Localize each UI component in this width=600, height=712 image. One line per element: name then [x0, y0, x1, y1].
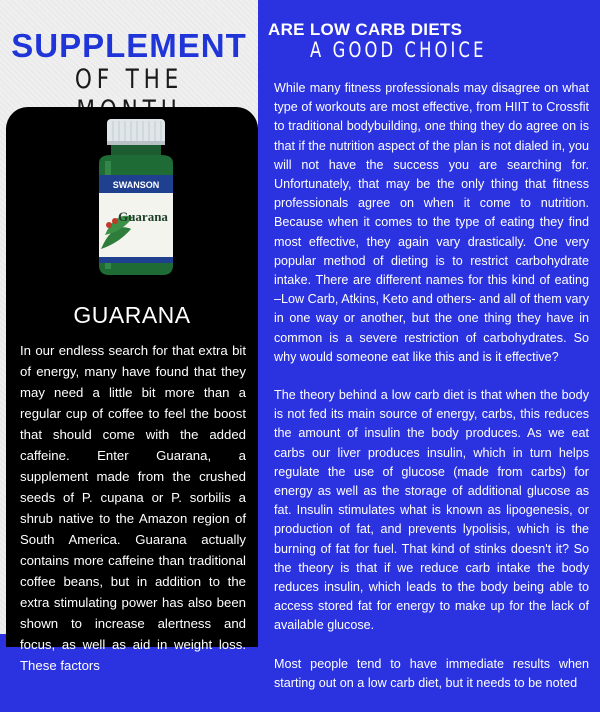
article-paragraph: Most people tend to have immediate results when starting out on a low carb diet, but it needs to be noted — [274, 656, 589, 690]
supplement-subtitle: OF THE — [74, 64, 184, 95]
article-title: ARE LOW CARB DIETS — [268, 20, 463, 39]
supplement-card — [6, 107, 258, 673]
product-description: In our endless search for that extra bit of energy, many have found that they may need a little bit more than a regular cup of coffee to feel the boost that should come with the added caffeine. Enter Guarana, a supplement made from the crushed seeds of P. cupana or P. sorbilis a shrub native to the Amazon region of South America. Guarana actually contains more caffeine than traditional coffee beans, but in addition to the extra stimulating power has also been shown to increase alertness and focus, as well as aid in weight loss. These factors — [20, 343, 246, 673]
article-paragraph: The theory behind a low carb diet is that when the body is not fed its main source of energy, carbs, this reduces the amount of insulin the body produces. As we eat carbs our liver produces insulin, which in turn helps regulate the use of glucose (made from carbs) for energy as well as the storage of additional glucose as fat. Insulin stimulates what is known as lipogenesis, or production of fat, and prevents lypolisis, which is the burning of fat for fuel. That kind of stinks doesn't it? So the theory is that if we reduce carb intake the body reduces insulin, which leads to the body being able to access stored fat for energy to make up for the lack of available glucose. — [274, 388, 589, 633]
article-body — [274, 79, 589, 712]
supplement-bottle-image — [93, 117, 179, 277]
bottle-label-text: Guarana — [118, 209, 168, 224]
supplement-title: SUPPLEMENT — [11, 27, 247, 64]
bottle-brand-text: SWANSON — [112, 180, 160, 190]
article-paragraph: While many fitness professionals may disagree on what type of workouts are most effective, from HIIT to Crossfit to traditional bodybuilding, one thing they do agree on is that if the nutrition aspect of the plan is not dialed in, you will not have the success you are searching for. Unfortunately, that may be the only thing that fitness professionals agree on when it come to nutrition. Because when it comes to the type of eating they find most effective, they again vary drastically. One very popular method of dieting is to restrict carbohydrate intake. There are different names for this kind of eating –Low Carb, Atkins, Keto and others- and all of them vary in one way or another, but the one thing they have in common is a severe restriction of carbohydrates. So why would someone eat like this and is it effective? — [274, 81, 590, 364]
article-subtitle: A GOOD CHOICE — [310, 38, 487, 62]
product-name: GUARANA — [73, 302, 191, 328]
article-column — [258, 0, 600, 690]
bottle-illustration — [93, 117, 179, 277]
supplement-column — [0, 0, 258, 673]
